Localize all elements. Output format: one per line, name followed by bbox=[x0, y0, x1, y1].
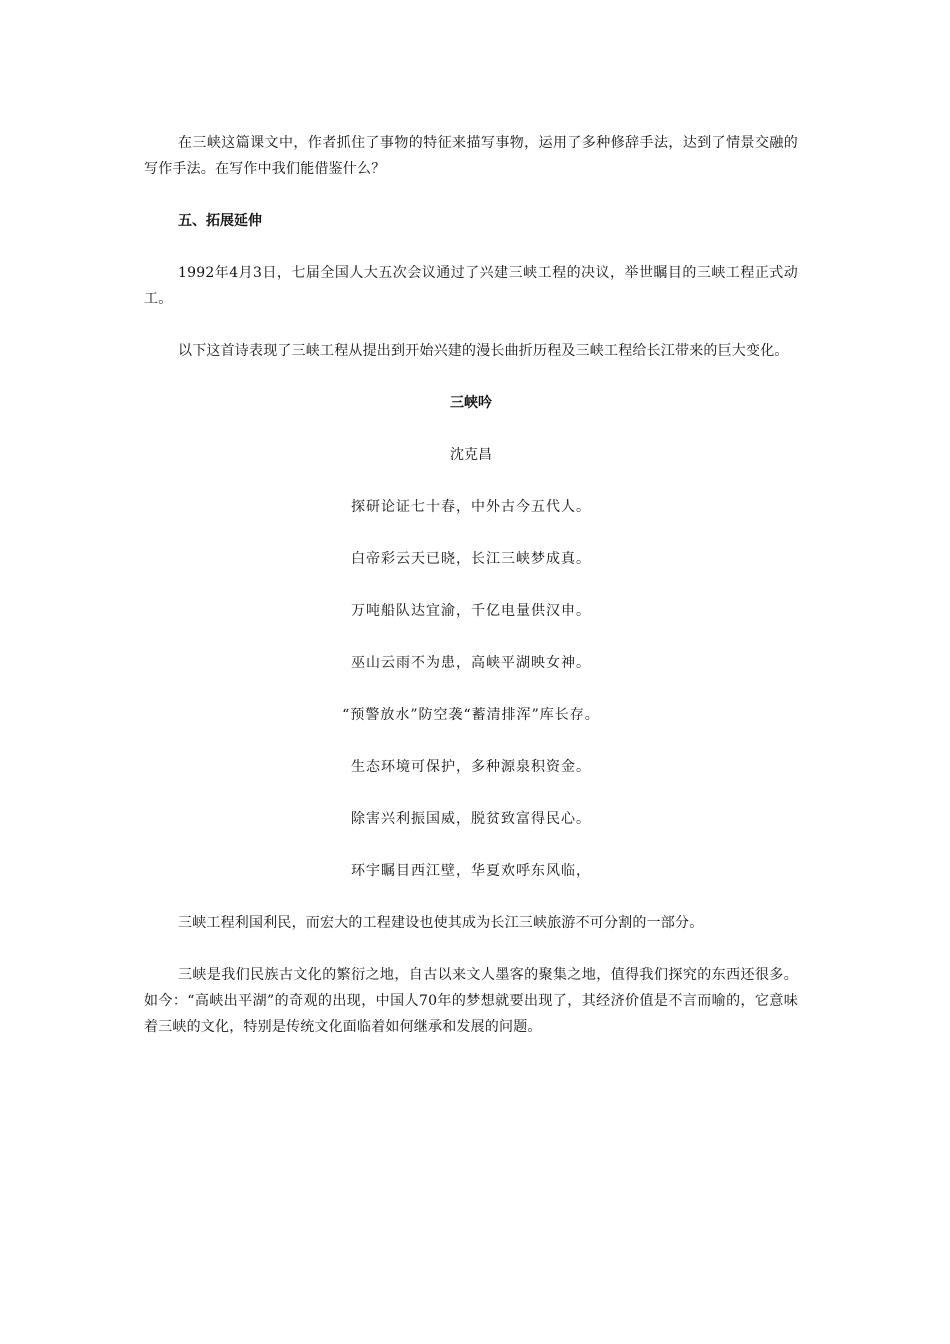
poem-line: 环宇瞩目西江壁，华夏欢呼东风临， bbox=[351, 863, 591, 879]
poem-title: 三峡吟 bbox=[450, 395, 492, 411]
poem-author: 沈克昌 bbox=[450, 447, 492, 463]
poem-line: 巫山云雨不为患，高峡平湖映女神。 bbox=[351, 655, 591, 671]
poem-line: 探研论证七十春，中外古今五代人。 bbox=[351, 499, 591, 515]
poem-line: 生态环境可保护，多种源泉积资金。 bbox=[351, 759, 591, 775]
poem-line: 白帝彩云天已晓，长江三峡梦成真。 bbox=[351, 551, 591, 567]
paragraph-culture: 三峡是我们民族古文化的繁衍之地，自古以来文人墨客的聚集之地，值得我们探究的东西还很多。如今：“高峡出平湖”的奇观的出现，中国人70年的梦想就要出现了，其经济价值是不言而喻的，它意味着三峡的文化，特别是传统文化面临着如何继承和发展的问题。 bbox=[144, 967, 798, 1035]
poem-line: 万吨船队达宜渝，千亿电量供汉申。 bbox=[351, 603, 591, 619]
section-heading: 五、拓展延伸 bbox=[178, 213, 262, 229]
document-body bbox=[144, 130, 798, 1040]
paragraph-history: 1992年4月3日，七届全国人大五次会议通过了兴建三峡工程的决议，举世瞩目的三峡工程正式动工。 bbox=[144, 265, 798, 307]
poem-line: 除害兴利振国威，脱贫致富得民心。 bbox=[351, 811, 591, 827]
paragraph-intro: 在三峡这篇课文中，作者抓住了事物的特征来描写事物，运用了多种修辞手法，达到了情景交融的写作手法。在写作中我们能借鉴什么？ bbox=[144, 135, 798, 177]
paragraph-poem-intro: 以下这首诗表现了三峡工程从提出到开始兴建的漫长曲折历程及三峡工程给长江带来的巨大变化。 bbox=[178, 343, 789, 359]
paragraph-tourism: 三峡工程利国利民，而宏大的工程建设也使其成为长江三峡旅游不可分割的一部分。 bbox=[178, 915, 704, 931]
poem-line: “预警放水”防空袭“蓄清排浑”库长存。 bbox=[342, 707, 600, 723]
